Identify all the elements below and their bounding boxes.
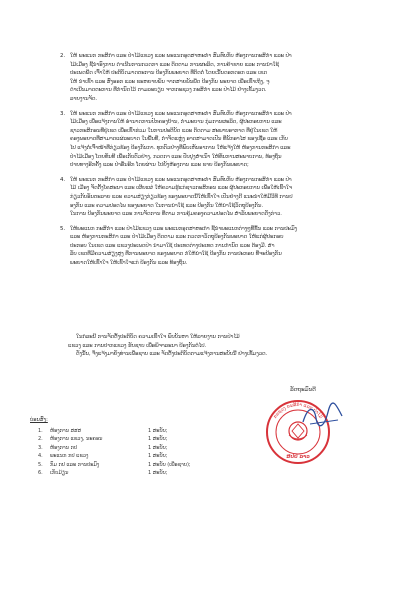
closing-line: ດັ່ງນັ້ນ, ຈຶ່ງແຈ້ງມາຍັງທ່ານເພື່ອຊາບ ແລະ ຈັດຕັ້ງປະຕິບັດຕາມແຈ້ງການສະບັບນີ້ ຢ່າງເຂັ້ມງວດ. bbox=[76, 351, 268, 358]
item-line: ໃຫ້ ພະແນກ ກະສິກຳ ແລະ ປ່າໄມ້ແຂວງ ແລະ ພະແນກອຸດສາຫະກຳ ສົມທົບກັບ ຫ້ອງການກະສິກຳ ແລະ ປ່າ bbox=[70, 176, 292, 183]
signature-block bbox=[258, 386, 348, 394]
item-5 bbox=[60, 225, 372, 268]
item-line: ລາຍງານຈັດ. bbox=[70, 95, 97, 102]
item-line: ແລະ ຫ້ອງການກະສິກຳ ແລະ ປ່າໄມ້ເມືອງ ຕິດຕາມ ແລະ ກວດກາວັດຖຸປ້ອງກັນພະຍາດ ໃຫ້ແກ່ຜູ້ປະກອບ bbox=[70, 234, 284, 241]
row-copies: 1 ສະບັບ; bbox=[148, 469, 168, 476]
item-4 bbox=[60, 176, 372, 219]
signatory-title: ລັດຖະມົນຕີ bbox=[290, 387, 316, 393]
seal-ring-text: ກະຊວງ ກະສິກຳ ແລະ ປ່າໄມ້ bbox=[273, 402, 323, 420]
row-recipient: ຫ້ອງການ ກປ bbox=[50, 444, 78, 451]
numbered-items bbox=[60, 52, 372, 274]
item-number: 3. bbox=[60, 110, 66, 117]
seal-bottom-text: ສປປ ລາວ bbox=[286, 454, 310, 460]
row-recipient: ກົມ ກປ ແລະ ການປະມົງ bbox=[50, 461, 100, 468]
item-line: ໄມ້ ເມືອງ ຈັດຕັ້ງໂຄສະນາ ແລະ ເຜີຍແຜ່ ໃຫ້ຄວາມຮູ້ແກ່ຊາວກະສິກອນ ແລະ ຜູ້ປະກອບການ ເພື່ອໃຫ້ເຂົ້າໃຈ bbox=[70, 185, 292, 192]
item-line: ອງກັນ ແລະ ຄວາມປອດໄພ ຂອງພະຍາດ ໃນການນຳໃຊ້ ແລະ ປ້ອງກັນ ໃຫ້ນຳໃຊ້ວັດຖຸປ້ອງກັນ. bbox=[70, 202, 263, 209]
item-line: ປະກອບ ໃນເຂດ ແລະ ແຂວງປະເພດປ່າ ນຳມາໃຊ້ ປະເທດຕ່າງປະເທດ ການກຳນົດ ແລະ ຕ້ອງມີ. ສຳ bbox=[70, 242, 275, 249]
row-number: 5. bbox=[38, 461, 43, 468]
item-line: ໃຫ້ພະແນກ ກະສິກຳ ແລະ ປ່າໄມ້ແຂວງ ແລະ ພະແນກອຸດສາຫະກຳ ຊີ້ນຳພະແນກຕ່າງໆທີ່ຂຶ້ນ ແລະ ການປະມົງ bbox=[70, 225, 298, 232]
item-line: ໄປ ແຈ້ງຕໍ່ເຈົ້າໜ້າທີ່ກ່ຽວຂ້ອງ ປ້ອງກັນກາ. ທຸກຕົວຢ່າງທີ່ພົບເຫັນອາການ ໃຫ້ແຈ້ງໃຫ້ ຫ້ອງການກະສິກຳ ແລະ bbox=[70, 144, 291, 151]
row-copies: 1 ສະບັບ; bbox=[148, 444, 168, 451]
item-line: ໃຫ້ ພະແນກ ກະສິກຳ ແລະ ປ່າໄມ້ແຂວງ ແລະ ພະແນກອຸດສາຫະກຳ ສົມທົບກັບ ຫ້ອງການກະສິກຳ ແລະ ປ່າ bbox=[70, 53, 292, 59]
distribution-row bbox=[30, 469, 230, 477]
item-line: ປະເພດພືດ ເຈົ້າໃຫ້ ປະຕິບັດມາດຕະການ ປ້ອງກັນພະຍາດ ທີ່ຕິດຕໍ່ ໂດຍເນັ້ນດອກດອກ ແລະ ເຂດ bbox=[70, 70, 268, 77]
item-3 bbox=[60, 110, 372, 170]
closing-paragraph bbox=[68, 333, 372, 359]
row-number: 4. bbox=[38, 453, 43, 460]
distribution-row bbox=[30, 461, 230, 469]
row-copies: 1 ສະບັບ; bbox=[148, 436, 168, 443]
distribution-row bbox=[30, 427, 230, 435]
item-line: ດຳເນີນມາດຕະການ ທີ່ກຳນົດໄວ້ ຕາມລະບຽບ ຈາກກະຊວງ ກະສິກຳ ແລະ ປ່າໄມ້ ຢ່າງເຂັ້ມງວດ. bbox=[70, 87, 267, 94]
item-line: ປ່າໄມ້ເມືອງ ໂດຍທັນທີ ເພື່ອເກັບຕົວຢ່າງ, ກວດກາ ແລະ ປັບປຸງສຳເນົາ ໃຫ້ທັນການສະພາບການ, ທ້ອງຖິ່ນ bbox=[70, 153, 282, 160]
item-line: ລັບ ເຂດທີ່ມີຄວາມສ່ຽງສູງ ທີ່ການພະຍາດ ຂອງພະຍາດ ກໍໃຫ້ນຳໃຊ້ ປ້ອງກັນ ການປະກອບ ທີ່ຈະປ້ອງກັນ bbox=[70, 251, 282, 258]
item-line: ໄມ້ເມືອງ ເພື່ອແຈ້ງການໃຫ້ ອຳນາດການປົກຄອງບ້ານ, ກຳມະບານ ກຸ່ມການຜະລິດ, ຜູ້ປະກອບການ ແລະ bbox=[70, 119, 282, 126]
distribution-row bbox=[30, 444, 230, 452]
row-number: 2. bbox=[38, 436, 43, 443]
row-number: 3. bbox=[38, 444, 43, 451]
row-number: 1. bbox=[38, 428, 43, 434]
item-line: ໃນການ ປ້ອງກັນພະຍາດ ແລະ ການຈັດການ ທີ່ຕາມ ການຄຸ້ມຄອງຄວາມປອດໄພ ສຳລັບພະຍາດດັ່ງກ່າວ. bbox=[70, 211, 282, 218]
closing-line: ແຂວງ ແລະ ການປາກແຂວງ ຮັບຊາບ ເພື່ອພິຈາລະນາ ປ້ອງກັນຕໍ່ໄປ. bbox=[68, 342, 207, 349]
row-copies: 1 ສະບັບ; bbox=[148, 453, 168, 460]
item-line: ຄອງພະຍາດທີ່ສາມາດແຜ່ລະບາດ ໃນພື້ນທີ່, ກຳຈັດແຫຼ່ງ ອາດສາມາດເປັນ ທີ່ພັກອາໄສ ຂອງເຊື້ອ ແລະ ເກັບ bbox=[70, 136, 288, 143]
row-recipient: ພະແນກ ກປ ແຂວງ bbox=[50, 453, 89, 460]
distribution-row bbox=[30, 452, 230, 460]
row-recipient: ຫ້ອງການ ແຂວງ, ນະຄອນ bbox=[50, 436, 103, 443]
handwritten-signature bbox=[300, 402, 346, 430]
item-line: ປາຍທາງອີກຄັ້ງ ແລະ ປ່າອື່ນອີກ ໂດຍຜ່ານ ໄປຍັງຫ້ອງການ ແລະ ຂາຍ ປ້ອງກັນພະຍາດ; bbox=[70, 162, 249, 169]
row-copies: 1 ສະບັບ; bbox=[148, 428, 168, 434]
distribution-row bbox=[30, 435, 230, 443]
distribution-heading: ບ່ອນສົ່ງ: bbox=[30, 417, 48, 423]
row-recipient: ເກັບມ້ຽນ bbox=[50, 469, 69, 476]
row-recipient: ຫ້ອງການ ສສສ bbox=[50, 428, 82, 434]
item-line: ພະຍາດໃຫ້ເຂົ້າໃຈ ໃຫ້ເຂົ້າໃຈແກ່ ປ້ອງກັນ ແລະ ທ້ອງຖິ່ນ. bbox=[70, 260, 188, 267]
item-number: 4. bbox=[60, 176, 66, 183]
item-line: ໄມ້ເມືອງ ຊີ້ນຳອົງການ ດຳເນີນການກວດກາ ແລະ ຕິດຕາມ ການຜະລິດ, ການຄ້າຂາຍ ແລະ ການນຳໃຊ້ bbox=[70, 61, 280, 68]
closing-line: ໃນກໍລະນີ ການຈັດຕັ້ງປະຕິບັດ ຄວາມເຂົ້າໃຈ ພົບບັນຫາ ໃຫ້ລາຍງານ ການປ່າໄມ້ bbox=[76, 334, 240, 340]
item-number: 2. bbox=[60, 53, 66, 59]
item-line: ໃຫ້ ນຳເຂົ້າ ແລະ ສົ່ງອອກ ແລະ ຂະຫຍາຍພັນ ຈາກສາຍພັນພືດ ປ້ອງກັນ ພະຍາດ ເພື່ອເຂົ້າເຖິງ, ຈຸ bbox=[70, 78, 270, 85]
distribution-list bbox=[30, 416, 230, 477]
item-line: ກ່ຽວກັບອັນຕະລາຍ ແລະ ຄວາມສ່ຽງກ່ຽວຂ້ອງ ຂອງພະຍາດນີ້ໃຫ້ເຂົ້າໃຈ ເປັນຢ່າງດີ ແນະນຳໃຫ້ມີວິທີ ການປ bbox=[70, 193, 293, 200]
item-2 bbox=[60, 52, 372, 104]
item-number: 5. bbox=[60, 225, 66, 232]
item-line: ຊາວກະສິກອນທີ່ຢູ່ເຂດ ເພື່ອເຂົ້າຮ່ວມ ໃນການປະຕິບັດ ແລະ ຕິດຕາມ ສະພາບອາກາດ ທີ່ຢູ່ໃນເຂດ ໃຫ້ bbox=[70, 127, 278, 134]
row-copies: 1 ສະບັບ (ເພື່ອຊາບ); bbox=[148, 461, 191, 468]
item-line: ໃຫ້ ພະແນກ ກະສິກຳ ແລະ ປ່າໄມ້ແຂວງ ແລະ ພະແນກອຸດສາຫະກຳ ສົມທົບກັບ ຫ້ອງການກະສິກຳ ແລະ ປ່າ bbox=[70, 110, 292, 117]
row-number: 6. bbox=[38, 469, 43, 476]
